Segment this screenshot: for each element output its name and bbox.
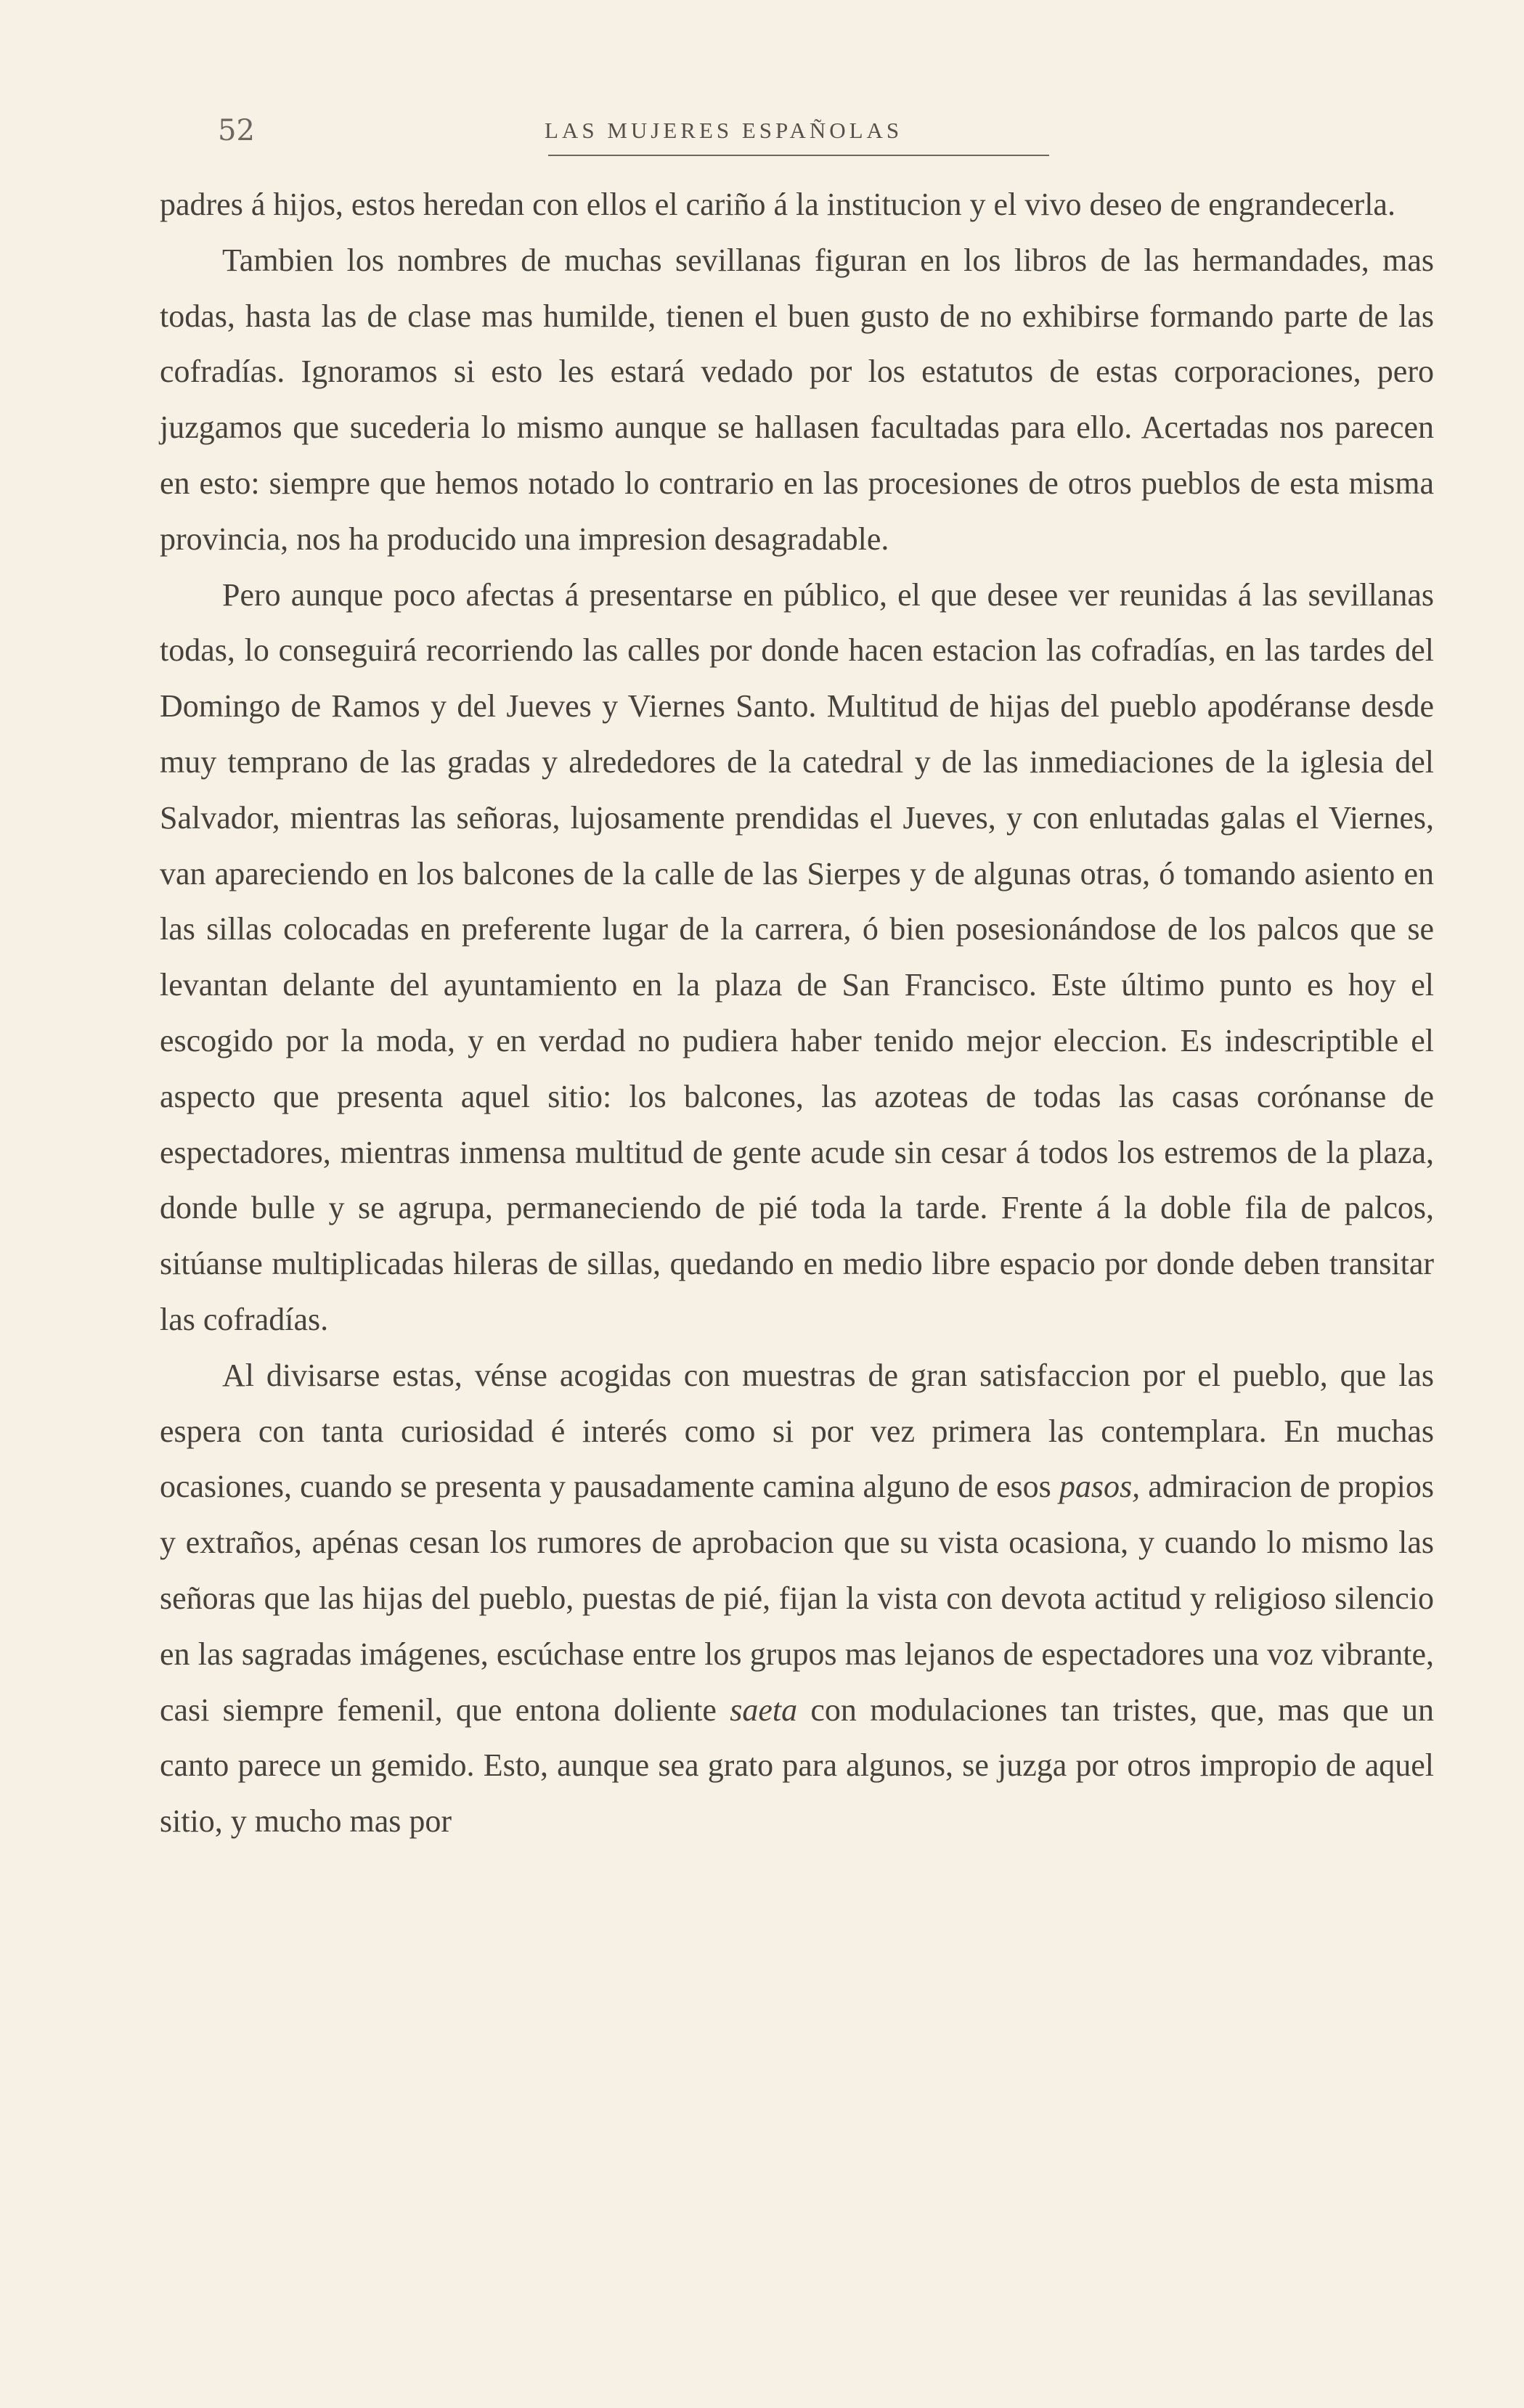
header-rule bbox=[548, 155, 1049, 156]
italic-saeta: saeta bbox=[730, 1691, 798, 1728]
paragraph-hermandades: Tambien los nombres de muchas sevillanas figuran en los libros de las hermandades, mas todas, hasta las de clase mas humilde, tienen el buen gusto de no exhibirse formando parte de las cofradías. Ignoramos si esto les estará vedado por los estatutos de estas corporaciones, pero juzgamos que sucederia lo mismo aunque se hallasen facultadas para ello. Acertadas nos parecen en esto: siempre que hemos notado lo contrario en las procesiones de otros pueblos de esta misma provincia, nos ha producido una impresion desagradable. bbox=[160, 242, 1434, 557]
page-number: 52 bbox=[218, 114, 255, 147]
paragraph-saeta-text-3: con modulaciones tan tristes, que, mas que un canto parece un gemido. Esto, aunque sea grato para algunos, se juzga por otros impropio de aquel sitio, y mucho mas por bbox=[160, 1691, 1434, 1840]
paragraph-saeta-text-1: Al divisarse estas, vénse acogidas con muestras de gran satisfaccion por el pueblo, que las espera con tanta curiosidad é interés como si por vez primera las contemplara. En muchas ocasiones, cuando se presenta y pausadamente camina alguno de esos bbox=[160, 1357, 1434, 1505]
italic-pasos: pasos, bbox=[1059, 1469, 1141, 1505]
paragraph-saeta bbox=[160, 1348, 1434, 1850]
paragraph-saeta-text-2: admiracion de propios y extraños, apénas cesan los rumores de aprobacion que su vista ocasiona, y cuando lo mismo las señoras que las hijas del pueblo, puestas de pié, fijan la vista con devota actitud y religioso silencio en las sagradas imágenes, escúchase entre los grupos mas lejanos de espectadores una voz vibrante, casi siempre femenil, que entona doliente bbox=[160, 1469, 1434, 1728]
body-text bbox=[160, 177, 1434, 1850]
running-head bbox=[218, 109, 1438, 167]
paragraph-cofradias: Pero aunque poco afectas á presentarse en público, el que desee ver reunidas á las sevillanas todas, lo conseguirá recorriendo las calles por donde hacen estacion las cofradías, en las tardes del Domingo de Ramos y del Jueves y Viernes Santo. Multitud de hijas del pueblo apodéranse desde muy temprano de las gradas y alrededores de la catedral y de las inmediaciones de la iglesia del Salvador, mientras las señoras, lujosamente prendidas el Jueves, y con enlutadas galas el Viernes, van apareciendo en los balcones de la calle de las Sierpes y de algunas otras, ó tomando asiento en las sillas colocadas en preferente lugar de la carrera, ó bien posesionándose de los palcos que se levantan delante del ayuntamiento en la plaza de San Francisco. Este último punto es hoy el escogido por la moda, y en verdad no pudiera haber tenido mejor eleccion. Es indescriptible el aspecto que presenta aquel sitio: los balcones, las azoteas de todas las casas corónanse de espectadores, mientras inmensa multitud de gente acude sin cesar á todos los estremos de la plaza, donde bulle y se agrupa, permaneciendo de pié toda la tarde. Frente á la doble fila de palcos, sitúanse multiplicadas hileras de sillas, quedando en medio libre espacio por donde deben transitar las cofradías. bbox=[160, 576, 1434, 1337]
running-title: LAS MUJERES ESPAÑOLAS bbox=[545, 118, 903, 143]
paragraph-continuation: padres á hijos, estos heredan con ellos el cariño á la institucion y el vivo deseo de engrandecerla. bbox=[160, 187, 1395, 222]
